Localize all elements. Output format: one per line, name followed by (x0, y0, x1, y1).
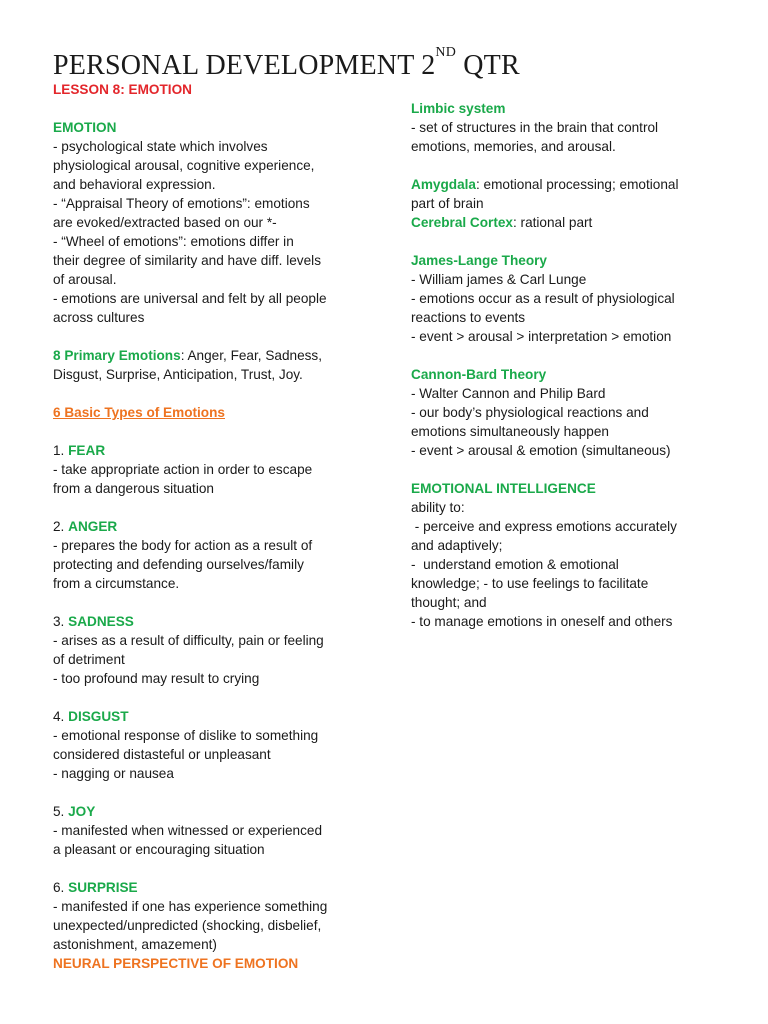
emotion-type-disgust (53, 707, 373, 783)
emotion-line: across cultures (53, 310, 145, 325)
type-line: - nagging or nausea (53, 766, 174, 781)
title-tail: QTR (456, 50, 520, 81)
type-line: - manifested if one has experience something (53, 899, 328, 914)
cortex-line (411, 213, 731, 232)
emotion-line: and behavioral expression. (53, 177, 216, 192)
james-lange-line: - William james & Carl Lunge (411, 272, 587, 287)
cortex-label: Cerebral Cortex (411, 215, 513, 230)
emotion-line: - emotions are universal and felt by all people (53, 291, 327, 306)
ei-line: thought; and (411, 595, 487, 610)
primary-emotions-heading: 8 Primary Emotions (53, 348, 181, 363)
emotion-line: - psychological state which involves (53, 139, 268, 154)
title-main: PERSONAL DEVELOPMENT 2 (53, 50, 436, 81)
emotional-intelligence-heading: EMOTIONAL INTELLIGENCE (411, 481, 596, 496)
amygdala-line (411, 175, 731, 194)
emotion-type-anger (53, 517, 373, 593)
ei-line: - understand emotion & emotional (411, 557, 619, 572)
emotion-type-fear (53, 441, 373, 498)
type-number: 6. (53, 880, 69, 895)
type-name: SURPRISE (68, 880, 138, 895)
ei-line: - perceive and express emotions accurately (411, 519, 677, 534)
amygdala-text: : emotional processing; emotional (475, 177, 679, 192)
james-lange-line: - event > arousal > interpretation > emotion (411, 329, 672, 344)
cannon-bard-line: - event > arousal & emotion (simultaneous) (411, 443, 671, 458)
emotion-heading: EMOTION (53, 120, 117, 135)
type-name: FEAR (68, 443, 106, 458)
type-name: DISGUST (68, 709, 129, 724)
emotion-line: physiological arousal, cognitive experience, (53, 158, 315, 173)
neural-perspective-heading: NEURAL PERSPECTIVE OF EMOTION (53, 956, 299, 971)
cannon-bard-line: emotions simultaneously happen (411, 424, 609, 439)
type-line: - emotional response of dislike to something (53, 728, 319, 743)
limbic-line: emotions, memories, and arousal. (411, 139, 616, 154)
cortex-text: : rational part (513, 215, 593, 230)
type-number: 4. (53, 709, 69, 724)
emotion-type-surprise (53, 878, 373, 954)
type-line: from a dangerous situation (53, 481, 214, 496)
right-column (411, 99, 731, 631)
cannon-bard-heading: Cannon-Bard Theory (411, 367, 547, 382)
type-line: astonishment, amazement) (53, 937, 217, 952)
ei-line: and adaptively; (411, 538, 503, 553)
type-number: 5. (53, 804, 69, 819)
amygdala-label: Amygdala (411, 177, 476, 192)
type-line: - arises as a result of difficulty, pain or feeling (53, 633, 324, 648)
type-line: a pleasant or encouraging situation (53, 842, 265, 857)
type-line: of detriment (53, 652, 125, 667)
ei-line: - to manage emotions in oneself and others (411, 614, 673, 629)
emotion-line: their degree of similarity and have diff. levels (53, 253, 321, 268)
emotion-line: - “Wheel of emotions”: emotions differ in (53, 234, 294, 249)
page-title (53, 45, 520, 82)
primary-emotions-text: : Anger, Fear, Sadness, (180, 348, 323, 363)
type-line: considered distasteful or unpleasant (53, 747, 271, 762)
basic-types-heading: 6 Basic Types of Emotions (53, 405, 225, 420)
left-column (53, 80, 373, 973)
emotion-line: of arousal. (53, 272, 117, 287)
primary-emotions-line (53, 346, 373, 365)
type-name: ANGER (68, 519, 118, 534)
cannon-bard-line: - Walter Cannon and Philip Bard (411, 386, 606, 401)
title-superscript: ND (435, 45, 457, 60)
type-line: from a circumstance. (53, 576, 180, 591)
type-name: SADNESS (68, 614, 134, 629)
amygdala-text: part of brain (411, 196, 484, 211)
emotion-line: - “Appraisal Theory of emotions”: emotions (53, 196, 310, 211)
type-number: 1. (53, 443, 69, 458)
emotion-type-joy (53, 802, 373, 859)
james-lange-line: reactions to events (411, 310, 526, 325)
emotion-line: are evoked/extracted based on our *- (53, 215, 277, 230)
type-line: - too profound may result to crying (53, 671, 260, 686)
limbic-heading: Limbic system (411, 101, 506, 116)
type-line: - manifested when witnessed or experienced (53, 823, 323, 838)
primary-emotions-text: Disgust, Surprise, Anticipation, Trust, Joy. (53, 367, 303, 382)
type-number: 3. (53, 614, 69, 629)
type-line: - take appropriate action in order to escape (53, 462, 313, 477)
ei-line: knowledge; - to use feelings to facilitate (411, 576, 649, 591)
james-lange-heading: James-Lange Theory (411, 253, 547, 268)
cannon-bard-line: - our body’s physiological reactions and (411, 405, 649, 420)
type-line: unexpected/unpredicted (shocking, disbelief, (53, 918, 322, 933)
ei-line: ability to: (411, 500, 465, 515)
lesson-heading: LESSON 8: EMOTION (53, 82, 192, 97)
emotion-type-sadness (53, 612, 373, 688)
type-line: protecting and defending ourselves/family (53, 557, 304, 572)
type-line: - prepares the body for action as a result of (53, 538, 313, 553)
james-lange-line: - emotions occur as a result of physiological (411, 291, 675, 306)
type-number: 2. (53, 519, 69, 534)
limbic-line: - set of structures in the brain that control (411, 120, 659, 135)
type-name: JOY (68, 804, 96, 819)
